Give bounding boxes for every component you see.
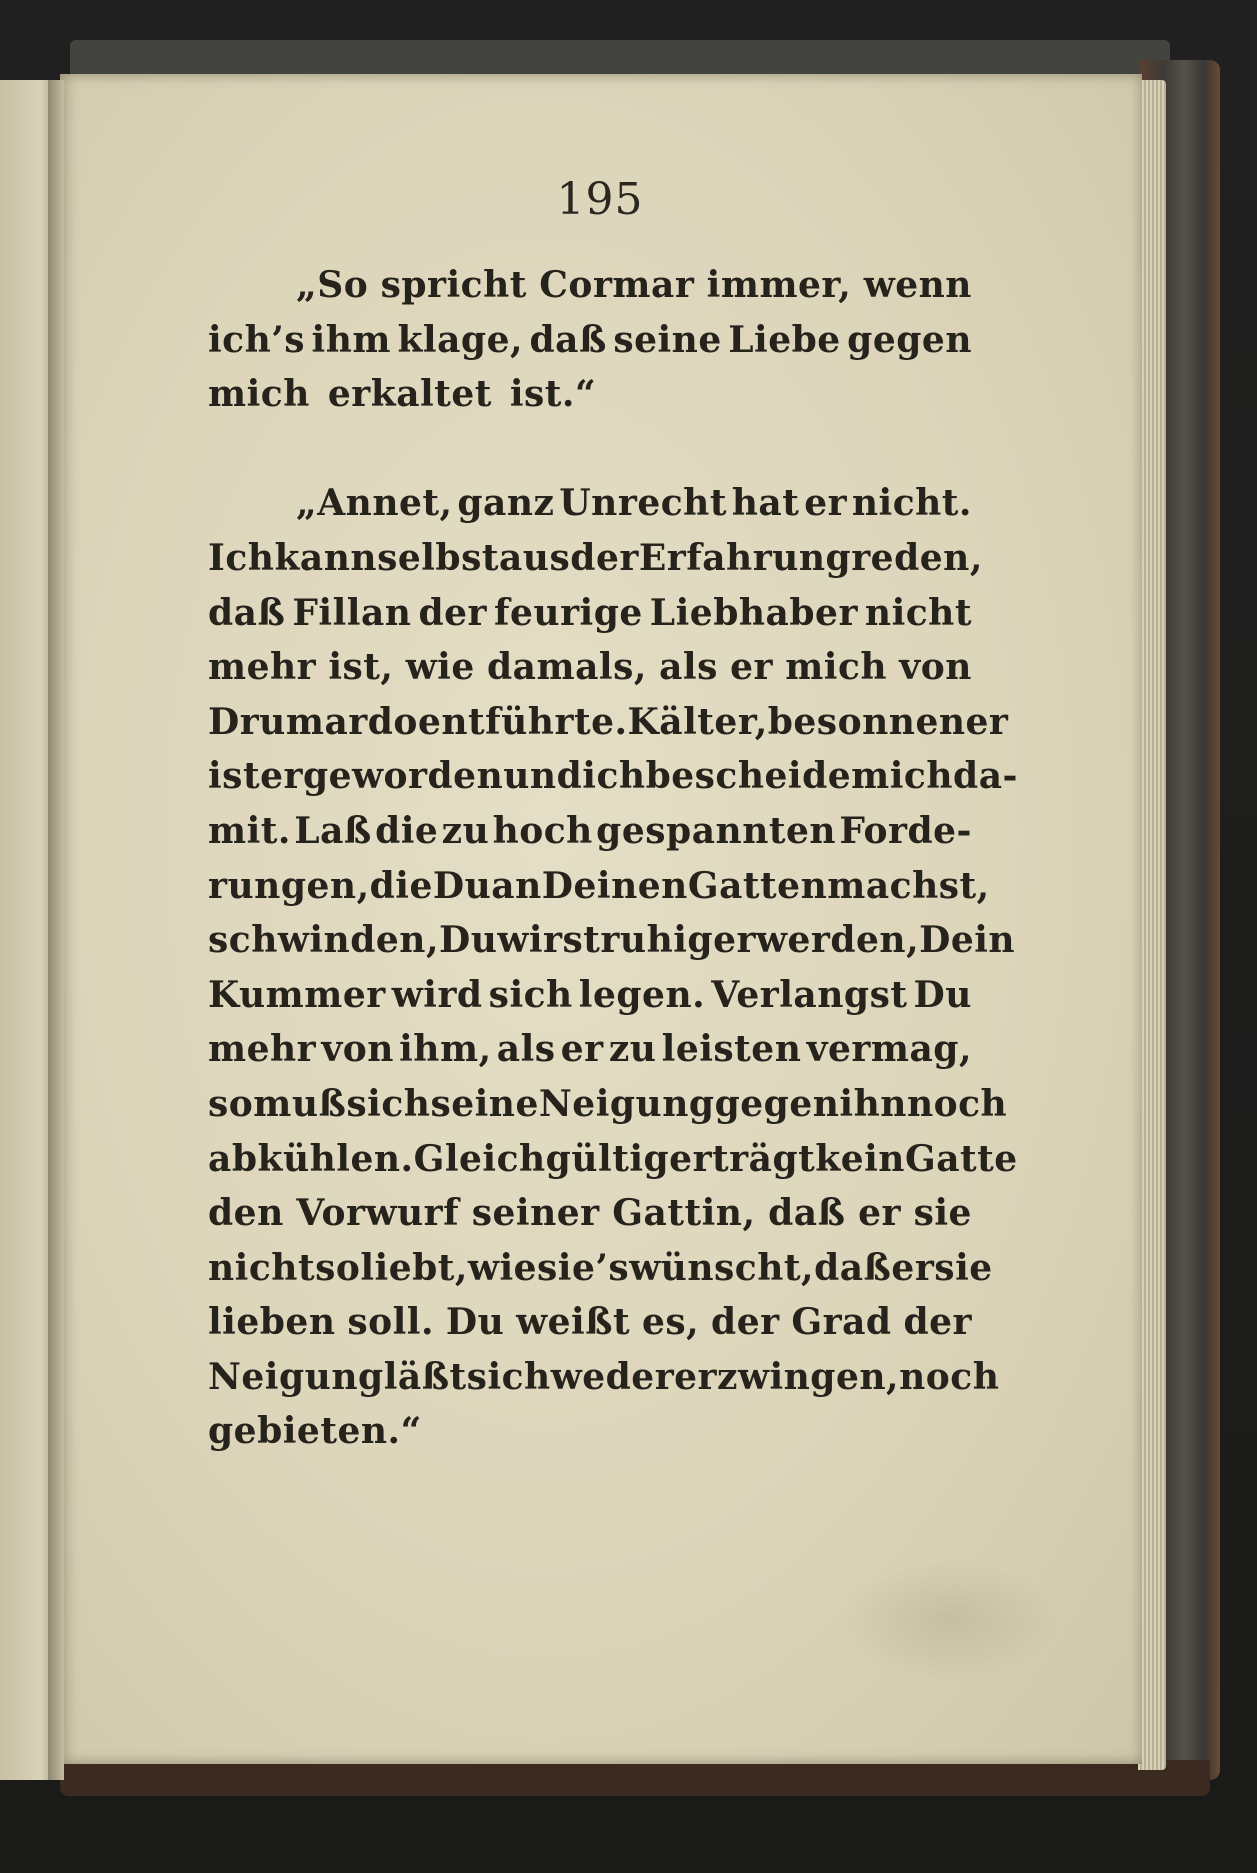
word: der <box>570 536 639 579</box>
word: und <box>503 755 583 798</box>
word: der <box>903 1301 972 1344</box>
word: noch <box>906 1082 1008 1125</box>
text-line <box>208 804 972 859</box>
word: gespannten <box>596 809 837 852</box>
word: von <box>899 646 972 689</box>
word: leisten <box>661 1028 802 1071</box>
word: liebt, <box>360 1246 468 1289</box>
word: läßt <box>383 1355 467 1398</box>
word: die <box>369 864 433 907</box>
word: hoch <box>492 809 593 852</box>
word: er <box>560 1028 604 1071</box>
word: klage, <box>397 318 524 361</box>
word: er <box>260 755 303 798</box>
word: lieben <box>208 1301 336 1344</box>
word: er <box>891 1246 935 1289</box>
word: seiner <box>471 1192 600 1235</box>
word: Ich <box>208 536 275 579</box>
word: Neigung <box>538 1082 715 1125</box>
word: die <box>375 809 439 852</box>
word: sie <box>913 1192 972 1235</box>
word: ihn <box>839 1082 907 1125</box>
word: Gatten <box>687 864 828 907</box>
word: selbst <box>377 536 499 579</box>
word: hat <box>731 482 800 525</box>
word: werden, <box>755 919 920 962</box>
word: aus <box>498 536 571 579</box>
page-number: 195 <box>556 174 644 225</box>
word: erträgt <box>669 1137 816 1180</box>
word: weißt <box>516 1301 631 1344</box>
word: wie <box>467 1246 538 1289</box>
word: sich <box>488 973 573 1016</box>
word: Dein <box>919 919 1016 962</box>
word: mit. <box>208 809 291 852</box>
word: es, <box>641 1301 700 1344</box>
word: mehr <box>208 1028 317 1071</box>
word: sich <box>466 1355 551 1398</box>
word: ruhiger <box>600 919 756 962</box>
word: immer, <box>706 264 852 306</box>
text-line <box>208 640 972 695</box>
word: sich <box>346 1082 431 1125</box>
word: Liebe <box>728 318 841 361</box>
word: rungen, <box>208 864 370 907</box>
text-line <box>208 913 1016 968</box>
word: ich <box>582 755 646 798</box>
word: Drumardo <box>208 700 418 743</box>
word: den <box>208 1192 284 1235</box>
word: ihm <box>311 318 391 361</box>
word: Grad <box>791 1301 892 1344</box>
word: legen. <box>578 973 706 1016</box>
text-line <box>208 1186 972 1241</box>
word: Forde- <box>839 809 972 852</box>
word: mich <box>208 373 310 416</box>
word: ist, <box>328 646 394 689</box>
word: gegen <box>847 318 972 361</box>
word: zu <box>441 809 490 852</box>
word: seine <box>430 1082 539 1125</box>
word: der <box>711 1301 780 1344</box>
word: zu <box>608 1028 657 1071</box>
page-gutter <box>48 80 64 1780</box>
book-cover-bottom-edge <box>60 1760 1210 1796</box>
text-line <box>208 1241 993 1296</box>
word: Gleichgültig <box>413 1137 670 1180</box>
word: als <box>496 1028 556 1071</box>
word: von <box>321 1028 394 1071</box>
word: der <box>418 591 487 634</box>
word: muß <box>253 1082 347 1125</box>
word: nicht <box>864 591 972 634</box>
word: Kummer <box>208 973 386 1016</box>
word: mehr <box>208 646 317 689</box>
word: Kälter, <box>627 700 768 743</box>
text-line <box>208 1404 972 1459</box>
word: feurige <box>494 591 643 634</box>
word: Unrecht <box>559 482 727 525</box>
word: er <box>730 646 773 689</box>
word: mich <box>851 755 954 798</box>
word: so <box>315 1246 361 1289</box>
word: so <box>208 1082 254 1125</box>
word: da- <box>953 755 1018 798</box>
text-line <box>208 1077 1008 1132</box>
word: wünscht, <box>629 1246 815 1289</box>
text-line <box>208 1295 972 1350</box>
paper-stain <box>840 1560 1060 1680</box>
word: erkaltet <box>327 373 492 416</box>
word: kein <box>815 1137 905 1180</box>
word: er <box>858 1192 901 1235</box>
text-line <box>208 749 1018 804</box>
word: damals, <box>486 646 647 689</box>
text-line <box>208 1022 972 1077</box>
word: Vorwurf <box>296 1192 460 1235</box>
word: seine <box>613 318 722 361</box>
word: nicht <box>208 1246 316 1289</box>
word: Du <box>432 864 492 907</box>
word: wie <box>405 646 475 689</box>
word: soll. <box>347 1301 435 1344</box>
word: Du <box>438 919 498 962</box>
paragraph-break <box>208 422 972 477</box>
word: wird <box>391 973 483 1016</box>
word: ihm, <box>399 1028 492 1071</box>
word: ganz <box>457 482 555 525</box>
word: daß <box>768 1192 846 1235</box>
word: erzwingen, <box>674 1355 900 1398</box>
word: entführte. <box>417 700 628 743</box>
text-line <box>208 1132 1018 1187</box>
word: an <box>491 864 542 907</box>
word: Laß <box>294 809 372 852</box>
text-line <box>208 695 1009 750</box>
word: daß <box>208 591 286 634</box>
word: er <box>804 482 848 525</box>
word: ich’s <box>208 318 306 361</box>
word: als <box>659 646 718 689</box>
word: gebieten.“ <box>208 1410 422 1453</box>
word: Gattin, <box>612 1192 756 1235</box>
word: Deinen <box>541 864 688 907</box>
word: ist <box>208 755 261 798</box>
word: Liebhaber <box>649 591 858 634</box>
word: geworden <box>302 755 504 798</box>
text-line <box>208 258 972 313</box>
text-line <box>208 1350 1000 1405</box>
word: schwinden, <box>208 919 439 962</box>
page-body-text <box>208 258 1018 1459</box>
word: spricht <box>380 264 527 306</box>
text-line <box>208 586 972 641</box>
word: vermag, <box>806 1028 972 1071</box>
text-line <box>208 859 990 914</box>
text-line <box>208 367 972 422</box>
word: sie <box>934 1246 993 1289</box>
text-line <box>208 313 972 368</box>
word: Gatte <box>904 1137 1018 1180</box>
word: „So <box>296 264 369 306</box>
word: Fillan <box>292 591 412 634</box>
page-block-edges <box>1138 80 1166 1770</box>
word: nicht. <box>851 482 972 525</box>
word: „Annet, <box>296 482 453 525</box>
word: Du <box>913 973 972 1016</box>
word: Cormar <box>539 264 695 306</box>
word: Erfahrung <box>638 536 852 579</box>
text-line <box>208 476 972 531</box>
word: machst, <box>827 864 990 907</box>
text-line <box>208 968 972 1023</box>
word: ist.“ <box>509 373 597 416</box>
word: bescheide <box>645 755 852 798</box>
text-line <box>208 531 983 586</box>
word: sie’s <box>537 1246 630 1289</box>
word: Verlangst <box>711 973 908 1016</box>
word: kann <box>274 536 378 579</box>
word: weder <box>550 1355 675 1398</box>
word: besonnener <box>767 700 1009 743</box>
word: reden, <box>851 536 983 579</box>
word: abkühlen. <box>208 1137 414 1180</box>
word: wirst <box>497 919 601 962</box>
word: daß <box>814 1246 892 1289</box>
word: Du <box>445 1301 505 1344</box>
word: daß <box>529 318 607 361</box>
word: gegen <box>714 1082 840 1125</box>
word: wenn <box>863 264 972 306</box>
word: noch <box>899 1355 1000 1398</box>
word: Neigung <box>208 1355 384 1398</box>
word: mich <box>785 646 888 689</box>
